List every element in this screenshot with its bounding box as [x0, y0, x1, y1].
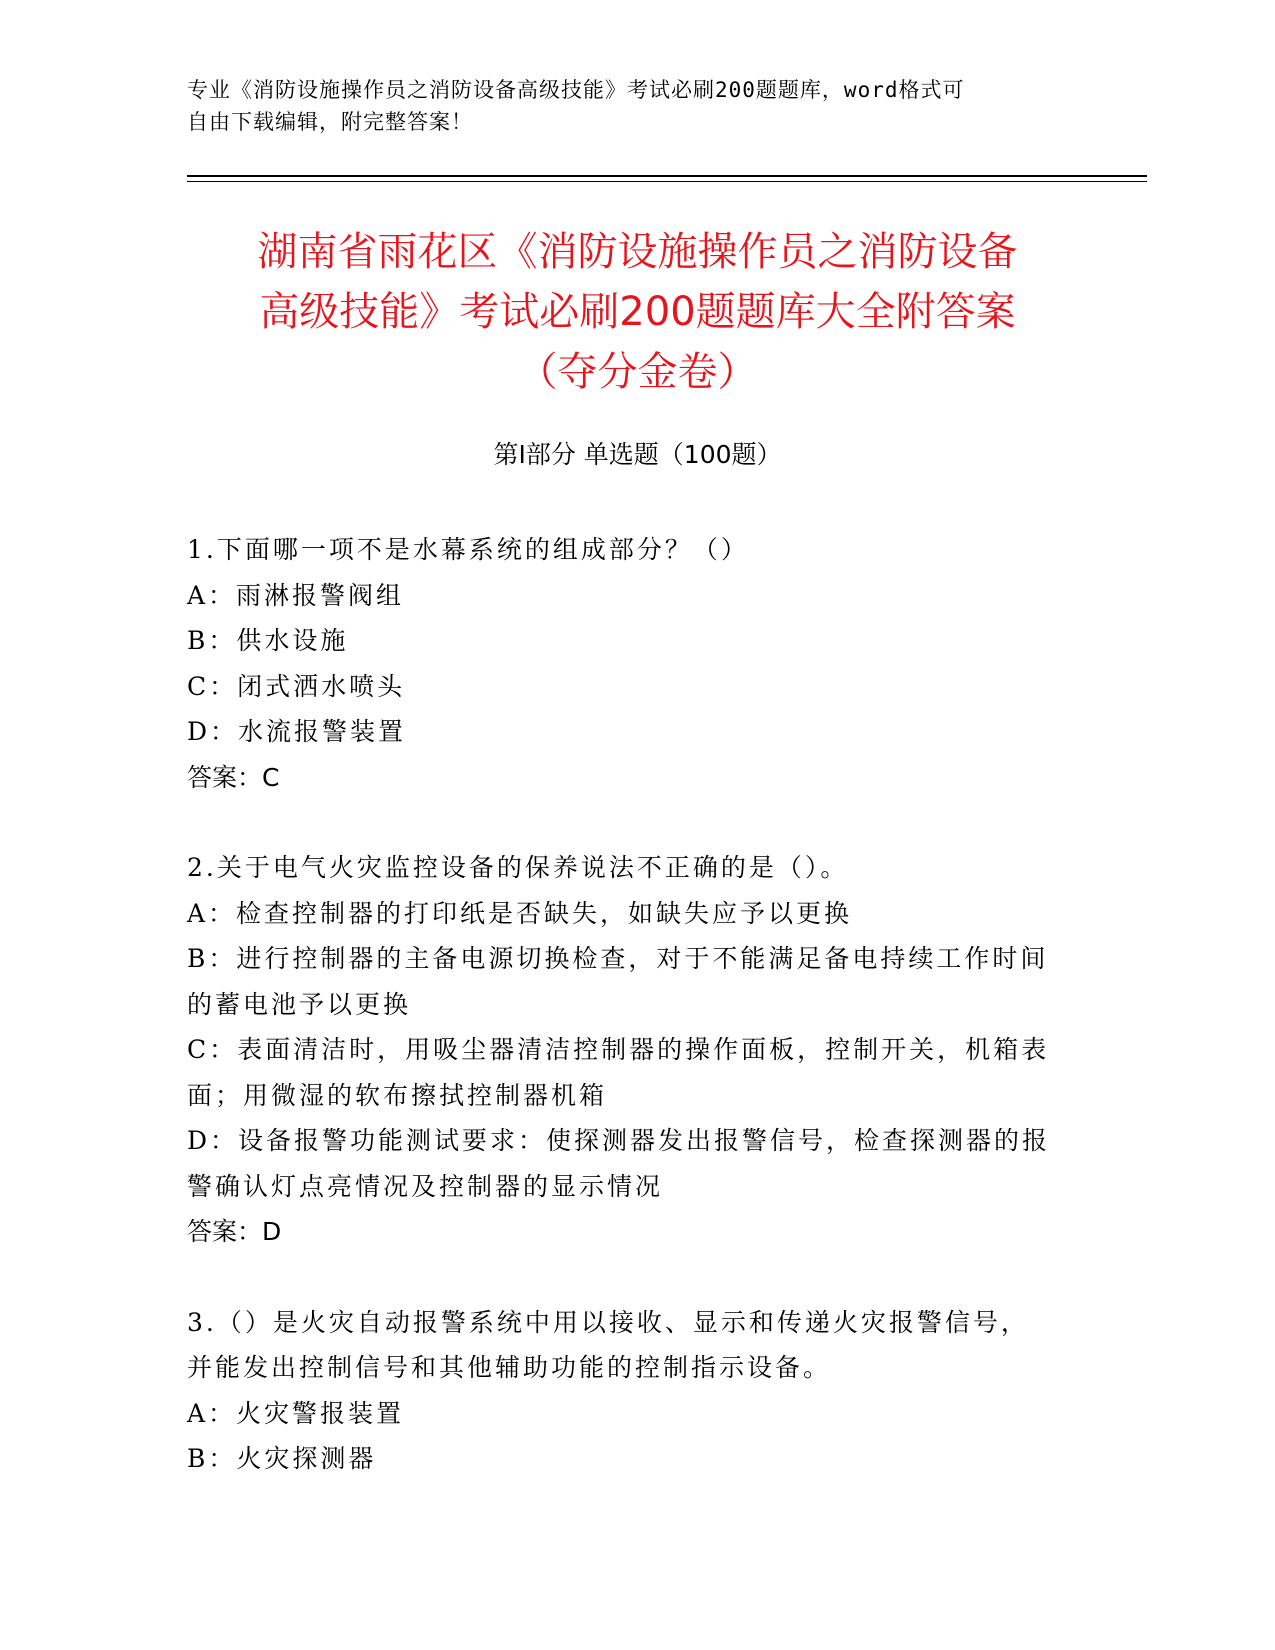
question-stem: 3.（）是火灾自动报警系统中用以接收、显示和传递火灾报警信号， [187, 1307, 1029, 1337]
document-title [150, 222, 1125, 402]
question-stem: 2.关于电气火灾监控设备的保养说法不正确的是（）。 [187, 853, 849, 882]
option-d: D：水流报警装置 [187, 717, 407, 746]
option-c-continued: 面；用微湿的软布擦拭控制器机箱 [187, 1080, 608, 1110]
option-d: D：设备报警功能测试要求：使探测器发出报警信号，检查探测器的报 [187, 1126, 1051, 1155]
option-c: C：表面清洁时，用吸尘器清洁控制器的操作面板，控制开关，机箱表 [187, 1035, 1050, 1064]
document-title-line: （夺分金卷） [517, 349, 758, 395]
option-b-continued: 的蓄电池予以更换 [187, 989, 412, 1019]
header-note [187, 74, 1067, 138]
section-heading: 第Ⅰ部分 单选题（100题） [493, 440, 782, 469]
header-note-line: 专业《消防设施操作员之消防设备高级技能》考试必刷200题题库，word格式可 [187, 78, 965, 102]
option-a: A：检查控制器的打印纸是否缺失，如缺失应予以更换 [187, 898, 853, 928]
document-title-line: 湖南省雨花区《消防设施操作员之消防设备 [257, 229, 1018, 275]
answer: 答案：C [187, 762, 280, 792]
header-rule-thick [187, 175, 1147, 177]
question-stem-continued: 并能发出控制信号和其他辅助功能的控制指示设备。 [187, 1353, 832, 1382]
option-a: A：火灾警报装置 [187, 1398, 405, 1428]
question-list [187, 527, 1067, 1527]
option-b: B：供水设施 [187, 626, 349, 655]
question-1 [187, 527, 1067, 800]
document-title-line: 高级技能》考试必刷200题题库大全附答案 [259, 289, 1016, 335]
option-d-continued: 警确认灯点亮情况及控制器的显示情况 [187, 1171, 664, 1201]
answer: 答案：D [187, 1217, 282, 1246]
option-a: A：雨淋报警阀组 [187, 580, 405, 610]
question-stem: 1.下面哪一项不是水幕系统的组成部分？（） [187, 535, 749, 564]
option-c: C：闭式洒水喷头 [187, 671, 406, 701]
question-3 [187, 1300, 1067, 1482]
question-2 [187, 845, 1067, 1255]
header-note-line: 自由下载编辑，附完整答案！ [187, 110, 473, 134]
header-rule-thin [187, 181, 1147, 182]
option-b: B：火灾探测器 [187, 1444, 377, 1473]
option-b: B：进行控制器的主备电源切换检查，对于不能满足备电持续工作时间 [187, 944, 1049, 973]
